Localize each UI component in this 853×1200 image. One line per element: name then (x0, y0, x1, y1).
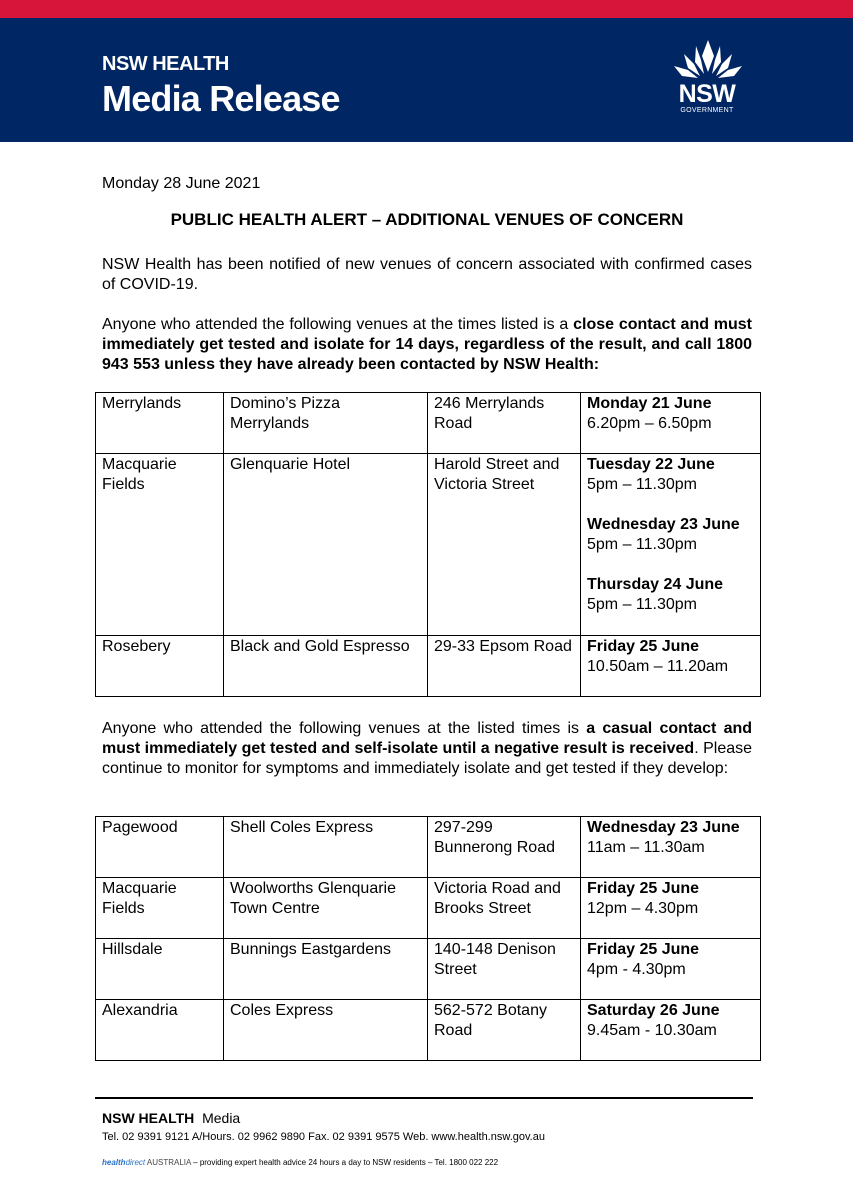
venue-suburb: Hillsdale (96, 939, 224, 1000)
time-slot-time: 9.45am - 10.30am (587, 1022, 717, 1039)
header-org: NSW HEALTH (102, 53, 229, 75)
venue-address: 246 Merrylands Road (428, 393, 581, 454)
time-slot-day: Wednesday 23 June (587, 819, 740, 836)
time-slot-time: 12pm – 4.30pm (587, 900, 699, 917)
close-contact-bold: close contact and must immediately get tested and isolate for 14 days, regardless of the result, and call 1800 943 553 unless they have already been contacted by NSW Health: (102, 316, 753, 373)
venue-address: 140-148 Denison Street (428, 939, 581, 1000)
venue-times (581, 636, 761, 697)
time-slot (587, 455, 754, 495)
logo-subtext: GOVERNMENT (680, 107, 734, 114)
footer-org-name: NSW HEALTH (102, 1110, 195, 1126)
venue-address: Victoria Road and Brooks Street (428, 878, 581, 939)
time-slot (587, 879, 754, 919)
time-slot-time: 5pm – 11.30pm (587, 536, 697, 553)
venue-suburb: Macquarie Fields (96, 454, 224, 636)
venue-times (581, 454, 761, 636)
time-slot-day: Wednesday 23 June (587, 516, 740, 533)
time-slot-time: 5pm – 11.30pm (587, 596, 697, 613)
venue-suburb: Rosebery (96, 636, 224, 697)
footer-org-suffix: Media (202, 1110, 241, 1126)
venue-address: 562-572 Botany Road (428, 1000, 581, 1061)
casual-contact-tail: . Please continue to monitor for symptoms and immediately isolate and get tested if they develop: (102, 740, 753, 777)
time-slot (587, 515, 754, 555)
venue-times (581, 878, 761, 939)
time-slot-day: Tuesday 22 June (587, 456, 715, 473)
venue-row (96, 1000, 761, 1061)
venue-suburb: Alexandria (96, 1000, 224, 1061)
logo-wordmark: NSW (678, 80, 736, 108)
venue-times (581, 393, 761, 454)
venue-row (96, 393, 761, 454)
venue-row (96, 817, 761, 878)
close-contact-paragraph (102, 315, 752, 375)
healthdirect-logo-part3: AUSTRALIA (145, 1158, 191, 1167)
time-slot-day: Friday 25 June (587, 880, 700, 897)
time-slot-day: Friday 25 June (587, 638, 700, 655)
time-slot-time: 6.20pm – 6.50pm (587, 415, 712, 432)
intro-paragraph: NSW Health has been notified of new venues of concern associated with confirmed cases of COVID-19. (102, 256, 752, 293)
release-date: Monday 28 June 2021 (102, 175, 261, 192)
venue-address: 29-33 Epsom Road (428, 636, 581, 697)
venue-suburb: Merrylands (96, 393, 224, 454)
venue-name: Black and Gold Espresso (224, 636, 428, 697)
venue-times (581, 939, 761, 1000)
time-slot-day: Thursday 24 June (587, 576, 724, 593)
venue-name: Woolworths Glenquarie Town Centre (224, 878, 428, 939)
venue-row (96, 636, 761, 697)
casual-contact-venues-table (95, 816, 761, 1061)
time-slot (587, 818, 754, 858)
time-slot-day: Saturday 26 June (587, 1002, 720, 1019)
time-slot (587, 1001, 754, 1041)
venue-address: Harold Street and Victoria Street (428, 454, 581, 636)
venue-name: Bunnings Eastgardens (224, 939, 428, 1000)
time-slot-time: 4pm - 4.30pm (587, 961, 686, 978)
close-contact-lead: Anyone who attended the following venues at the times listed is a (102, 316, 574, 333)
time-slot (587, 637, 754, 677)
healthdirect-tagline: – providing expert health advice 24 hours a day to NSW residents – Tel. 1800 022 222 (190, 1158, 499, 1167)
time-slot (587, 575, 754, 615)
healthdirect-line (102, 1158, 498, 1167)
footer-divider (95, 1097, 753, 1099)
time-slot-day: Friday 25 June (587, 941, 700, 958)
casual-contact-lead: Anyone who attended the following venues at the listed times is (102, 720, 587, 737)
venue-suburb: Pagewood (96, 817, 224, 878)
footer-contact-details: Tel. 02 9391 9121 A/Hours. 02 9962 9890 Fax. 02 9391 9575 Web. www.health.nsw.gov.au (102, 1131, 545, 1143)
healthdirect-logo-part1: health (102, 1158, 126, 1167)
venue-row (96, 939, 761, 1000)
headline: PUBLIC HEALTH ALERT – ADDITIONAL VENUES OF CONCERN (170, 210, 684, 229)
casual-contact-bold: a casual contact and must immediately get tested and self-isolate until a negative result is received (102, 720, 753, 757)
close-contact-venues-table (95, 392, 761, 697)
footer-org (102, 1110, 240, 1126)
venue-name: Coles Express (224, 1000, 428, 1061)
time-slot-time: 10.50am – 11.20am (587, 658, 729, 675)
venue-times (581, 1000, 761, 1061)
venue-row (96, 878, 761, 939)
venue-name: Domino’s Pizza Merrylands (224, 393, 428, 454)
header-doc-type: Media Release (102, 78, 340, 119)
venue-name: Glenquarie Hotel (224, 454, 428, 636)
time-slot-time: 5pm – 11.30pm (587, 476, 697, 493)
venue-name: Shell Coles Express (224, 817, 428, 878)
time-slot (587, 394, 754, 434)
casual-contact-paragraph (102, 719, 752, 779)
healthdirect-logo-part2: direct (125, 1158, 146, 1167)
venue-times (581, 817, 761, 878)
banner-red-strip (0, 0, 853, 18)
time-slot-day: Monday 21 June (587, 395, 712, 412)
venue-address: 297-299 Bunnerong Road (428, 817, 581, 878)
venue-suburb: Macquarie Fields (96, 878, 224, 939)
time-slot (587, 940, 754, 980)
header-banner (0, 0, 853, 142)
time-slot-time: 11am – 11.30am (587, 839, 705, 856)
venue-row (96, 454, 761, 636)
